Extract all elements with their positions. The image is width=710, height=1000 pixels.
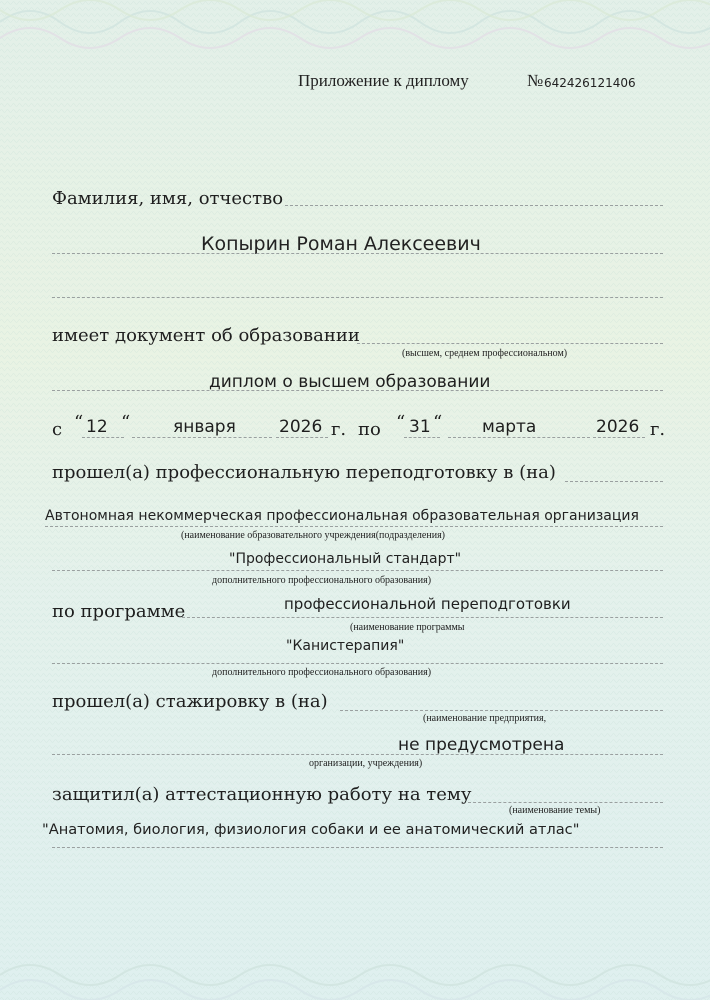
end-day-line — [404, 437, 440, 438]
start-month-line — [132, 437, 272, 438]
internship-hint-2: организации, учреждения) — [309, 758, 423, 769]
end-day: 31 — [409, 417, 431, 437]
fio-line-1 — [285, 205, 663, 206]
end-month: марта — [482, 417, 537, 437]
thesis-line-2 — [52, 847, 663, 848]
thesis-hint: (наименование темы) — [509, 805, 601, 816]
program-hint-2: дополнительного профессионального образования) — [212, 667, 432, 678]
end-month-line — [448, 437, 590, 438]
internship-line-1 — [340, 710, 663, 711]
fio-line-2 — [52, 253, 663, 254]
education-line-1 — [357, 343, 663, 344]
start-day-line — [82, 437, 124, 438]
end-year: 2026 — [596, 417, 640, 437]
retraining-line-1 — [565, 481, 663, 482]
retraining-hint-1: (наименование образовательного учреждения(подразделения) — [181, 530, 445, 541]
internship-label: прошел(а) стажировку в (на) — [52, 691, 328, 712]
start-day: 12 — [86, 417, 108, 437]
quote-open-2: “ — [396, 412, 406, 433]
program-line-2 — [52, 663, 663, 664]
internship-hint-1: (наименование предприятия, — [423, 713, 547, 724]
program-value-1: профессиональной переподготовки — [284, 595, 571, 613]
internship-value: не предусмотрена — [398, 735, 565, 755]
header-label: Приложение к диплому — [298, 71, 469, 90]
retraining-org-name: "Профессиональный стандарт" — [229, 551, 462, 567]
retraining-label: прошел(а) профессиональную переподготовку в (на) — [52, 462, 556, 483]
quote-close-2: “ — [433, 412, 443, 433]
start-month: января — [173, 417, 236, 437]
retraining-line-3 — [52, 570, 663, 571]
quote-close-1: “ — [121, 412, 131, 433]
retraining-hint-2: дополнительного профессионального образования) — [212, 575, 432, 586]
thesis-value: "Анатомия, биология, физиология собаки и ее анатомический атлас" — [42, 821, 580, 838]
period-c: с — [52, 419, 63, 440]
retraining-org: Автономная некоммерческая профессиональная образовательная организация — [45, 508, 639, 524]
period-g-2: г. — [650, 419, 666, 440]
period-g-1: г. — [331, 419, 347, 440]
thesis-label: защитил(а) аттестационную работу на тему — [52, 784, 472, 805]
diploma-number: 642426121406 — [544, 76, 636, 90]
education-line-2 — [52, 390, 663, 391]
program-line-1 — [182, 617, 663, 618]
period-po: по — [358, 419, 381, 440]
quote-open-1: “ — [74, 412, 84, 433]
thesis-line-1 — [468, 802, 663, 803]
fio-value: Копырин Роман Алексеевич — [201, 233, 481, 255]
number-prefix: № — [527, 71, 544, 90]
retraining-line-2 — [45, 526, 663, 527]
education-value: диплом о высшем образовании — [209, 372, 491, 392]
education-label: имеет документ об образовании — [52, 325, 360, 346]
program-value-2: "Канистерапия" — [286, 638, 405, 654]
education-hint: (высшем, среднем профессиональном) — [402, 348, 568, 359]
end-year-line — [593, 437, 645, 438]
start-year-line — [276, 437, 328, 438]
program-hint-1: (наименование программы — [350, 622, 465, 633]
fio-label: Фамилия, имя, отчество — [52, 188, 284, 209]
fio-line-3 — [52, 297, 663, 298]
program-label: по программе — [52, 601, 186, 622]
start-year: 2026 — [279, 417, 323, 437]
internship-line-2 — [52, 754, 663, 755]
